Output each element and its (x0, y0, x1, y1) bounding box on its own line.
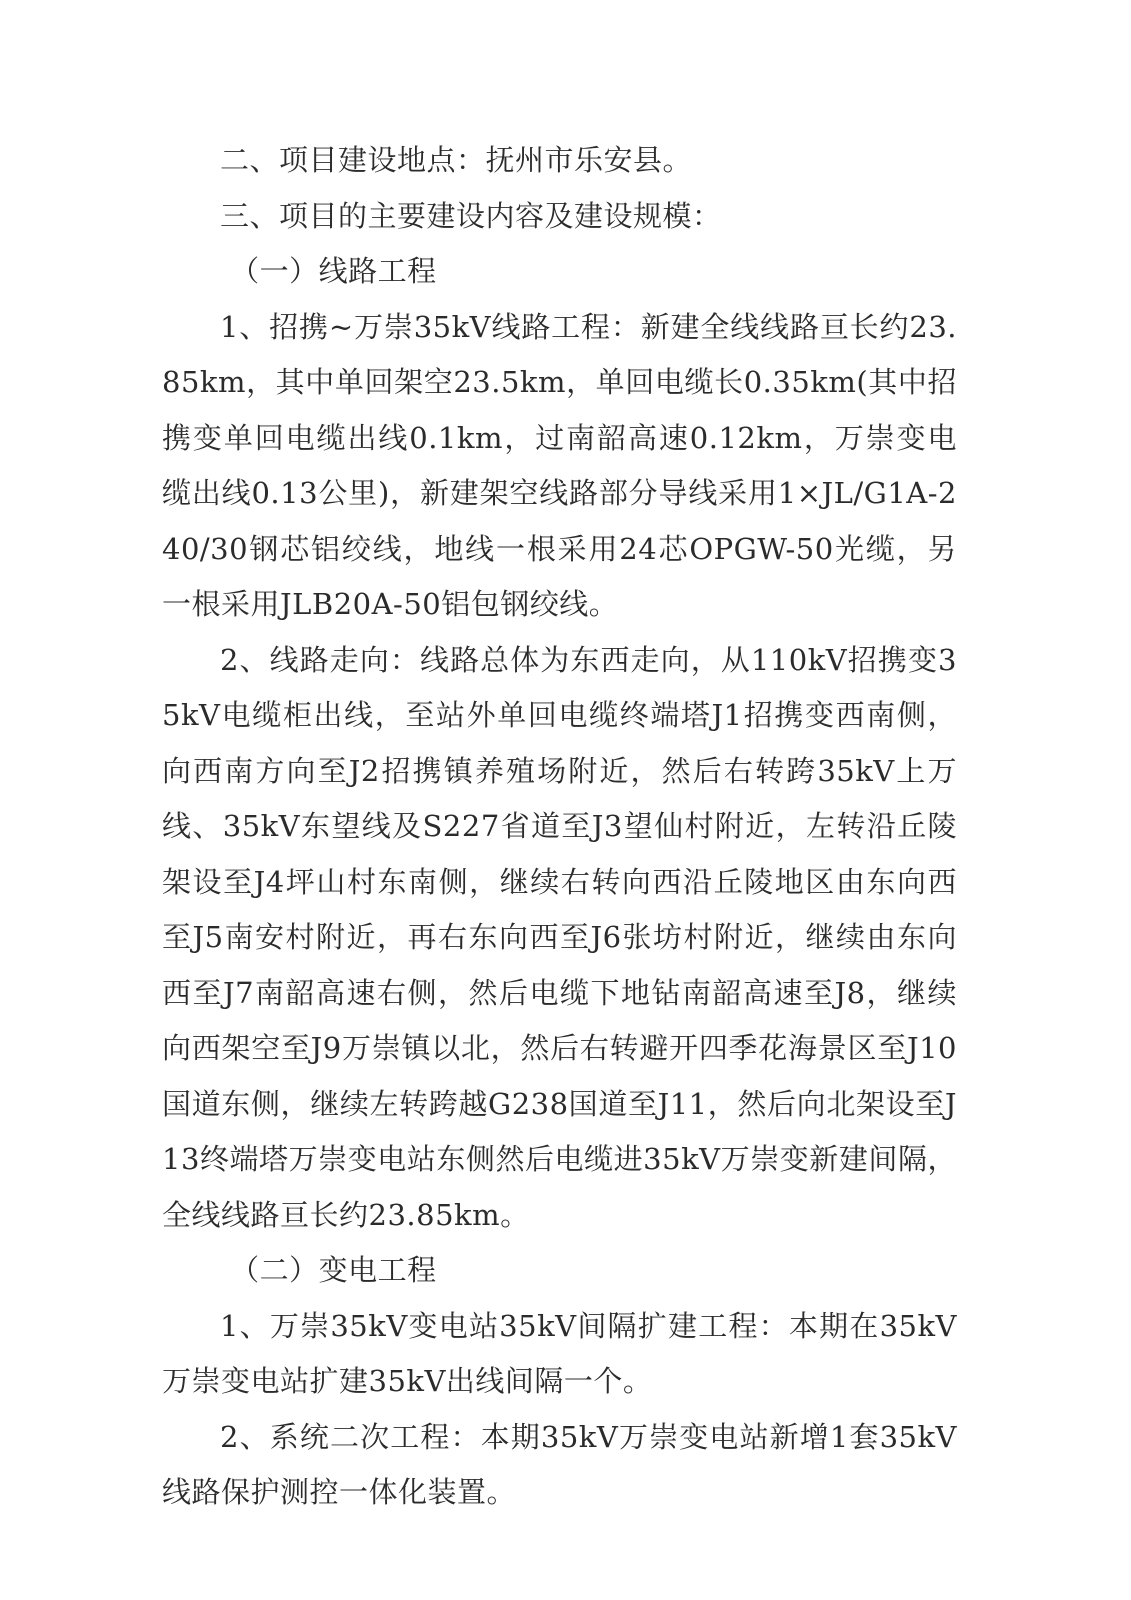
substation-engineering-heading: （二）变电工程 (230, 1253, 437, 1287)
main-content-heading: 三、项目的主要建设内容及建设规模： (220, 198, 722, 233)
line-project-paragraph: 1、招携~万崇35kV线路工程：新建全线线路亘长约23.85km，其中单回架空23.5km，单回电缆长0.35km(其中招携变单回电缆出线0.1km，过南韶高速0.12km，万崇变电缆出线0.13公里)，新建架空线路部分导线采用1×JL/G1A-240/30钢芯铝绞线，地线一根采用24芯OPGW-50光缆，另一根采用JLB20A-50铝包钢绞线。 (162, 309, 957, 621)
project-location-paragraph: 二、项目建设地点：抚州市乐安县。 (220, 143, 693, 177)
line-engineering-heading: （一）线路工程 (230, 254, 437, 288)
document-page (162, 133, 957, 1521)
substation-bay-paragraph: 1、万崇35kV变电站35kV间隔扩建工程：本期在35kV万崇变电站扩建35kV出线间隔一个。 (162, 1308, 957, 1398)
secondary-system-paragraph: 2、系统二次工程：本期35kV万崇变电站新增1套35kV线路保护测控一体化装置。 (162, 1419, 957, 1509)
line-route-paragraph: 2、线路走向：线路总体为东西走向，从110kV招携变35kV电缆柜出线，至站外单回电缆终端塔J1招携变西南侧，向西南方向至J2招携镇养殖场附近，然后右转跨35kV上万线、35kV东望线及S227省道至J3望仙村附近，左转沿丘陵架设至J4坪山村东南侧，继续右转向西沿丘陵地区由东向西至J5南安村附近，再右东向西至J6张坊村附近，继续由东向西至J7南韶高速右侧，然后电缆下地钻南韶高速至J8，继续向西架空至J9万崇镇以北，然后右转避开四季花海景区至J10国道东侧，继续左转跨越G238国道至J11，然后向北架设至J13终端塔万崇变电站东侧然后电缆进35kV万崇变新建间隔，全线线路亘长约23.85km。 (162, 642, 957, 1232)
